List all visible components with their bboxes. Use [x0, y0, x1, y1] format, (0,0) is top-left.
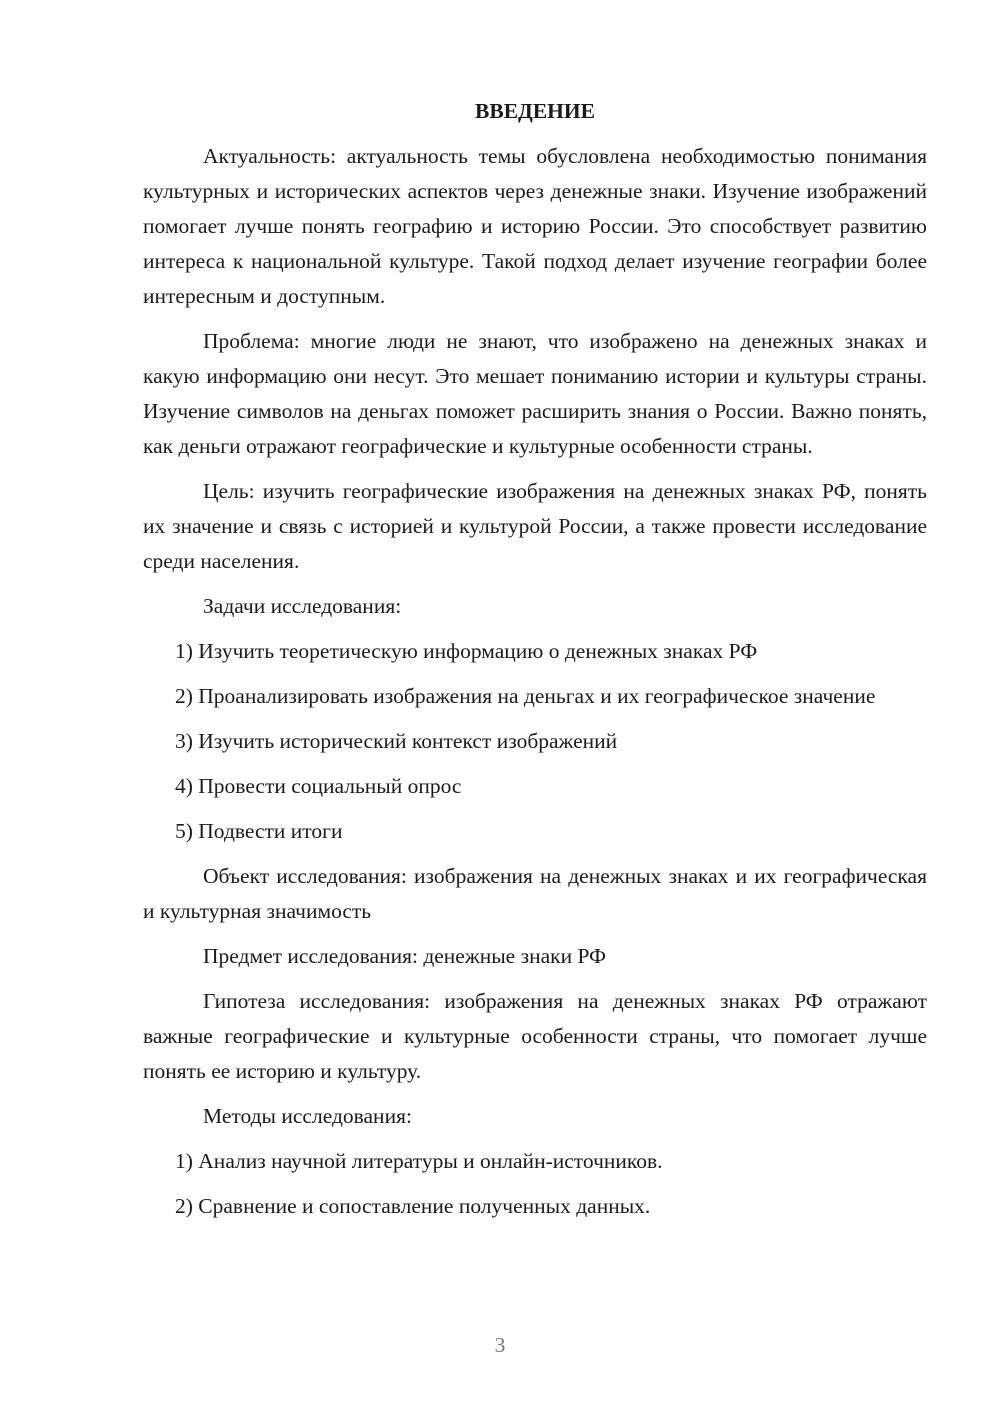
methods-heading: Методы исследования: — [203, 1104, 412, 1128]
task-item: 2) Проанализировать изображения на деньгах и их географическое значение — [175, 684, 876, 708]
task-item: 1) Изучить теоретическую информацию о денежных знаках РФ — [175, 639, 758, 663]
hypothesis-paragraph: Гипотеза исследования: изображения на денежных знаках РФ отражают важные географические и культурные особенности страны, что помогает лучше понять ее историю и культуру. — [143, 989, 927, 1083]
goal-paragraph: Цель: изучить географические изображения на денежных знаках РФ, понять их значение и связь с историей и культурой России, а также провести исследование среди населения. — [143, 479, 927, 573]
tasks-heading: Задачи исследования: — [203, 594, 402, 618]
problem-paragraph: Проблема: многие люди не знают, что изображено на денежных знаках и какую информацию они несут. Это мешает пониманию истории и культуры страны. Изучение символов на деньгах поможет расширить знания о России. Важно понять, как деньги отражают географические и культурные особенности страны. — [143, 329, 927, 458]
task-item: 5) Подвести итоги — [175, 819, 343, 843]
method-item: 2) Сравнение и сопоставление полученных данных. — [175, 1194, 651, 1218]
relevance-paragraph: Актуальность: актуальность темы обусловлена необходимостью понимания культурных и исторических аспектов через денежные знаки. Изучение изображений помогает лучше понять географию и историю России. Это способствует развитию интереса к национальной культуре. Такой подход делает изучение географии более интересным и доступным. — [143, 144, 927, 308]
method-item: 1) Анализ научной литературы и онлайн-источников. — [175, 1149, 663, 1173]
section-title: ВВЕДЕНИЕ — [475, 99, 595, 123]
task-item: 4) Провести социальный опрос — [175, 774, 462, 798]
subject-paragraph: Предмет исследования: денежные знаки РФ — [203, 944, 607, 968]
page-number: 3 — [494, 1333, 506, 1357]
object-paragraph: Объект исследования: изображения на денежных знаках и их географическая и культурная значимость — [143, 864, 927, 923]
task-item: 3) Изучить исторический контекст изображений — [175, 729, 618, 753]
document-page — [143, 94, 927, 1234]
